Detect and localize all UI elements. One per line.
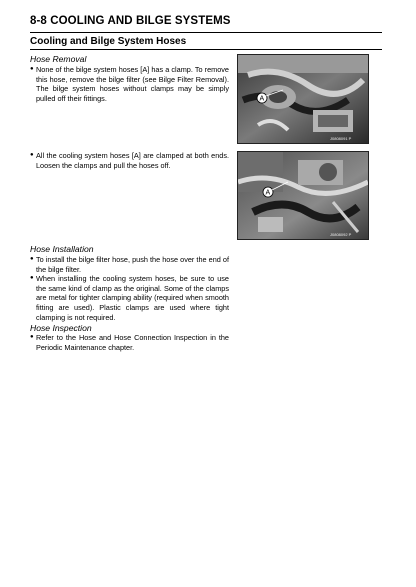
installation-bullet-1: ● To install the bilge filter hose, push the hose over the end of the bilge filter. (30, 255, 229, 274)
bullet-icon: ● (30, 334, 34, 340)
inspection-bullet-1: ● Refer to the Hose and Hose Connection Inspection in the Periodic Maintenance chapter. (30, 333, 229, 352)
installation-bullets (30, 255, 229, 322)
bilge-hose-photo (237, 54, 369, 144)
callout-a: A (265, 189, 271, 197)
hose-removal-heading: Hose Removal (30, 54, 87, 64)
page-title: 8-8 COOLING AND BILGE SYSTEMS (30, 15, 231, 27)
removal-bullet-1: ● None of the bilge system hoses [A] has a clamp. To remove this hose, remove the bilge filter (see Bilge Filter Removal). The bilge system hoses without clamps may be simply pulled off their fittings. (30, 65, 229, 103)
section-title: Cooling and Bilge System Hoses (30, 36, 187, 47)
bullet-icon: ● (30, 256, 34, 262)
bullet-icon: ● (30, 66, 34, 72)
section-rule (30, 49, 382, 50)
hose-inspection-heading: Hose Inspection (30, 323, 92, 333)
header-rule (30, 32, 382, 33)
bullet-icon: ● (30, 275, 34, 282)
hose-installation-heading: Hose Installation (30, 244, 94, 254)
cooling-hose-photo (237, 151, 369, 240)
figure-id: J0808092 P (330, 232, 352, 237)
inspection-bullets (30, 333, 229, 352)
removal-bullet-2: ● All the cooling system hoses [A] are clamped at both ends. Loosen the clamps and pull the hoses off. (30, 151, 229, 170)
callout-a: A (259, 95, 265, 103)
figure-id: J0808091 P (330, 136, 352, 141)
bullet-icon: ● (30, 152, 34, 158)
installation-bullet-2: ● When installing the cooling system hoses, be sure to use the same kind of clamp as the original. Some of the clamps are metal for tighter clamping ability (required when smooth fitting are used). Plastic clamps are used where tight clamping is not required. (30, 274, 229, 322)
